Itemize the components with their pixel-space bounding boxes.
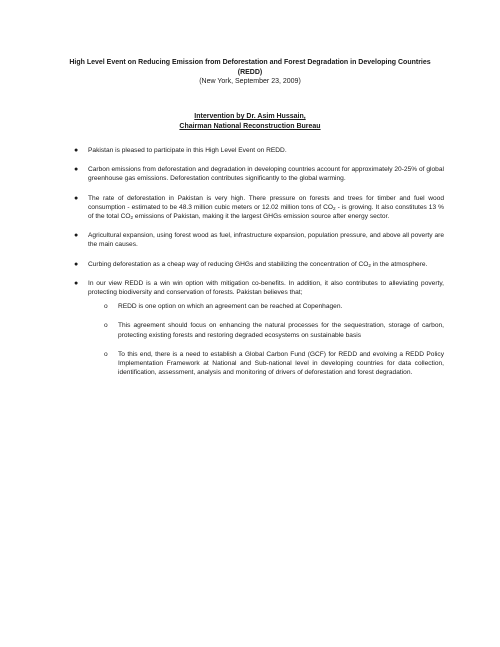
subscript: 2 [368,262,371,268]
bullet-list [74,146,444,387]
bullet-marker: ● [74,232,79,240]
bullet-text: Agricultural expansion, using forest wood as fuel, infrastructure expansion, population pressure, and above all poverty are the main causes. [88,232,444,249]
bullet-text: Carbon emissions from deforestation and degradation in developing countries account for approximately 20-25% of global greenhouse gas emissions. Deforestation contributes significantly to the global warming. [88,166,444,183]
bullet-text: Pakistan is pleased to participate in this High Level Event on REDD. [88,147,287,154]
intervention-speaker: Intervention by Dr. Asim Hussain, [194,113,306,120]
list-item [74,231,444,249]
text-run: emissions of Pakistan, making it the largest GHGs emission source after energy sector. [133,213,390,221]
text-run: The rate of deforestation in Pakistan is very high. There pressure on forests and trees for timber and fuel wood consumption - estimated to be 48.3 million cubic meters or 12.02 million tons of CO [88,194,444,211]
bullet-text [88,261,427,268]
text-run: - is growing. It also constitutes 13 % of the total CO [88,203,445,221]
subscript: 2 [130,215,134,221]
bullet-marker: ● [74,194,79,202]
list-item [74,279,444,378]
text-run: Curbing deforestation as a cheap way of reducing GHGs and stabilizing the concentration of CO [88,260,369,268]
bullet-marker: ● [74,279,79,287]
list-item [74,146,444,155]
intervention-role: Chairman National Reconstruction Bureau [179,122,321,130]
sub-list-item [88,321,444,339]
text-run: in the atmosphere. [370,260,428,268]
document-title: High Level Event on Reducing Emission from Deforestation and Forest Degradation in Developing Countries (REDD) [69,59,431,76]
sub-bullet-marker: o [104,303,108,311]
sub-item-text: To this end, there is a need to establish a Global Carbon Fund (GCF) for REDD and evolving a REDD Policy Implementation Framework at National and Sub-national level in developing countries for data collection, identification, assessment, analysis and monitoring of drivers of deforestation and forest degradation. [118,350,444,377]
sub-bullet-marker: o [104,350,108,358]
intervention-heading [60,112,440,131]
list-item [74,194,444,222]
sub-bullet-marker: o [104,322,108,330]
bullet-text: In our view REDD is a win win option with mitigation co-benefits. In addition, it also contributes to alleviating poverty, protecting biodiversity and conservation of forests. Pakistan believes that; [88,279,444,297]
document-subtitle: (New York, September 23, 2009) [199,78,301,85]
sub-list-item [88,302,444,311]
document-header [60,58,440,87]
bullet-marker: ● [74,260,79,268]
sub-item-text: This agreement should focus on enhancing the natural processes for the sequestration, storage of carbon, protecting existing forests and restoring degraded ecosystems on sustainable basis [118,322,444,339]
bullet-text [88,195,444,220]
sub-list-item [88,350,444,378]
list-item [74,260,444,269]
subscript: 2 [333,205,336,211]
sub-item-text: REDD is one option on which an agreement can be reached at Copenhagen. [118,303,343,311]
bullet-marker: ● [74,147,79,154]
list-item [74,165,444,183]
bullet-marker: ● [74,166,79,174]
